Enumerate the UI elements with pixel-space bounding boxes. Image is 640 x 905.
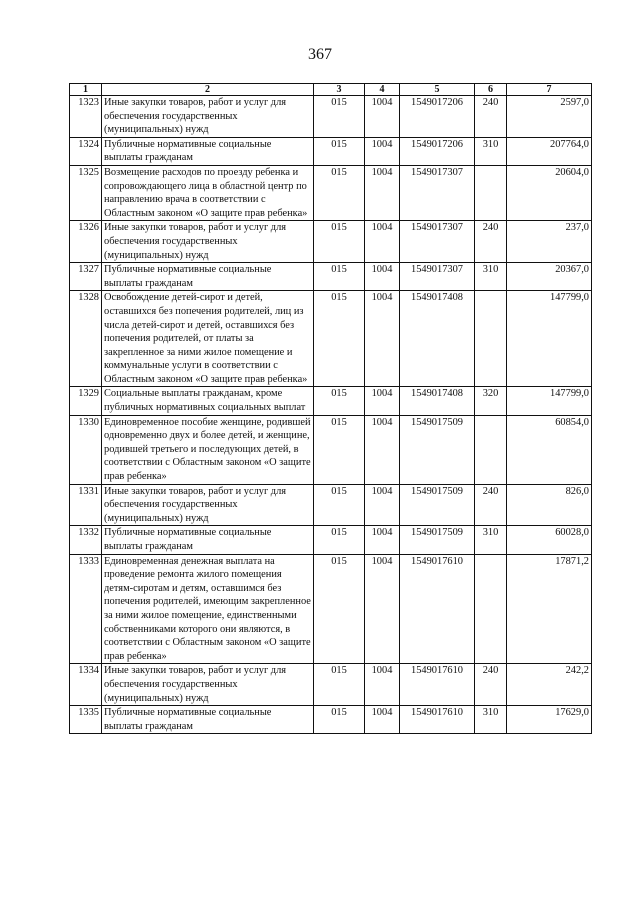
row-amount: 2597,0 [507, 96, 592, 138]
row-amount: 20604,0 [507, 165, 592, 220]
table-row [70, 526, 592, 554]
table-row [70, 484, 592, 526]
row-target-code: 1549017408 [400, 291, 475, 387]
row-target-code: 1549017509 [400, 415, 475, 484]
row-amount: 242,2 [507, 664, 592, 706]
row-amount: 60854,0 [507, 415, 592, 484]
table-row [70, 137, 592, 165]
row-ministry-code: 015 [314, 165, 365, 220]
row-number: 1331 [70, 484, 102, 526]
row-description: Социальные выплаты гражданам, кроме публичных нормативных социальных выплат [102, 387, 314, 415]
col-header: 4 [365, 84, 400, 96]
row-ministry-code: 015 [314, 96, 365, 138]
row-number: 1327 [70, 263, 102, 291]
row-description: Иные закупки товаров, работ и услуг для обеспечения государственных (муниципальных) нужд [102, 664, 314, 706]
row-number: 1325 [70, 165, 102, 220]
row-target-code: 1549017307 [400, 221, 475, 263]
row-number: 1334 [70, 664, 102, 706]
row-amount: 147799,0 [507, 387, 592, 415]
row-expense-type: 240 [475, 484, 507, 526]
row-description: Возмещение расходов по проезду ребенка и сопровождающего лица в областной центр по направлению врача в соответствии с Областным законом «О защите прав ребенка» [102, 165, 314, 220]
row-number: 1330 [70, 415, 102, 484]
row-number: 1329 [70, 387, 102, 415]
row-section-code: 1004 [365, 263, 400, 291]
row-expense-type [475, 415, 507, 484]
row-amount: 826,0 [507, 484, 592, 526]
row-section-code: 1004 [365, 221, 400, 263]
row-expense-type [475, 165, 507, 220]
row-section-code: 1004 [365, 664, 400, 706]
row-target-code: 1549017307 [400, 263, 475, 291]
row-section-code: 1004 [365, 415, 400, 484]
row-amount: 237,0 [507, 221, 592, 263]
row-section-code: 1004 [365, 526, 400, 554]
row-description: Публичные нормативные социальные выплаты гражданам [102, 263, 314, 291]
row-expense-type [475, 291, 507, 387]
row-expense-type: 240 [475, 221, 507, 263]
row-description: Иные закупки товаров, работ и услуг для обеспечения государственных (муниципальных) нужд [102, 96, 314, 138]
table-row [70, 291, 592, 387]
row-expense-type [475, 554, 507, 664]
col-header: 5 [400, 84, 475, 96]
table-row [70, 263, 592, 291]
row-amount: 60028,0 [507, 526, 592, 554]
table-row [70, 415, 592, 484]
row-target-code: 1549017610 [400, 554, 475, 664]
row-amount: 147799,0 [507, 291, 592, 387]
row-description: Иные закупки товаров, работ и услуг для обеспечения государственных (муниципальных) нужд [102, 484, 314, 526]
row-section-code: 1004 [365, 387, 400, 415]
row-number: 1332 [70, 526, 102, 554]
row-description: Публичные нормативные социальные выплаты гражданам [102, 137, 314, 165]
row-target-code: 1549017206 [400, 96, 475, 138]
row-expense-type: 320 [475, 387, 507, 415]
col-header: 1 [70, 84, 102, 96]
row-ministry-code: 015 [314, 263, 365, 291]
col-header: 6 [475, 84, 507, 96]
row-number: 1324 [70, 137, 102, 165]
row-number: 1333 [70, 554, 102, 664]
table-row [70, 387, 592, 415]
row-section-code: 1004 [365, 96, 400, 138]
row-section-code: 1004 [365, 484, 400, 526]
row-description: Публичные нормативные социальные выплаты гражданам [102, 706, 314, 734]
col-header: 2 [102, 84, 314, 96]
row-description: Единовременное пособие женщине, родившей одновременно двух и более детей, и женщине, родившей третьего и последующих детей, в соответствии с Областным законом «О защите прав ребенка» [102, 415, 314, 484]
row-target-code: 1549017307 [400, 165, 475, 220]
row-ministry-code: 015 [314, 526, 365, 554]
row-ministry-code: 015 [314, 554, 365, 664]
row-target-code: 1549017610 [400, 664, 475, 706]
row-ministry-code: 015 [314, 706, 365, 734]
table-row [70, 664, 592, 706]
col-header: 3 [314, 84, 365, 96]
row-number: 1328 [70, 291, 102, 387]
row-amount: 20367,0 [507, 263, 592, 291]
row-target-code: 1549017206 [400, 137, 475, 165]
row-description: Освобождение детей-сирот и детей, оставшихся без попечения родителей, лиц из числа детей-сирот и детей, оставшихся без попечения родителей, от платы за закрепленное за ними жилое помещение и коммунальные услуги в соответствии с Областным законом «О защите прав ребенка» [102, 291, 314, 387]
row-expense-type: 310 [475, 137, 507, 165]
row-section-code: 1004 [365, 706, 400, 734]
row-amount: 207764,0 [507, 137, 592, 165]
budget-table [69, 83, 592, 734]
row-expense-type: 310 [475, 526, 507, 554]
row-section-code: 1004 [365, 291, 400, 387]
row-number: 1323 [70, 96, 102, 138]
row-number: 1335 [70, 706, 102, 734]
table-row [70, 96, 592, 138]
row-description: Единовременная денежная выплата на проведение ремонта жилого помещения детям-сиротам и детям, оставшимся без попечения родителей, имеющим закрепленное за ними жилое помещение, единственными собственниками которого они являются, в соответствии с Областным законом «О защите прав ребенка» [102, 554, 314, 664]
row-amount: 17629,0 [507, 706, 592, 734]
col-header: 7 [507, 84, 592, 96]
row-expense-type: 240 [475, 664, 507, 706]
header-row [70, 84, 592, 96]
row-target-code: 1549017610 [400, 706, 475, 734]
row-ministry-code: 015 [314, 664, 365, 706]
row-ministry-code: 015 [314, 387, 365, 415]
table-row [70, 706, 592, 734]
row-description: Иные закупки товаров, работ и услуг для обеспечения государственных (муниципальных) нужд [102, 221, 314, 263]
row-description: Публичные нормативные социальные выплаты гражданам [102, 526, 314, 554]
table-row [70, 221, 592, 263]
row-section-code: 1004 [365, 137, 400, 165]
page-number: 367 [308, 46, 332, 63]
row-expense-type: 310 [475, 263, 507, 291]
table-row [70, 165, 592, 220]
row-ministry-code: 015 [314, 484, 365, 526]
row-ministry-code: 015 [314, 221, 365, 263]
row-target-code: 1549017408 [400, 387, 475, 415]
row-ministry-code: 015 [314, 291, 365, 387]
row-expense-type: 240 [475, 96, 507, 138]
row-target-code: 1549017509 [400, 526, 475, 554]
row-expense-type: 310 [475, 706, 507, 734]
row-section-code: 1004 [365, 554, 400, 664]
row-ministry-code: 015 [314, 415, 365, 484]
row-target-code: 1549017509 [400, 484, 475, 526]
row-number: 1326 [70, 221, 102, 263]
row-amount: 17871,2 [507, 554, 592, 664]
table-row [70, 554, 592, 664]
row-ministry-code: 015 [314, 137, 365, 165]
row-section-code: 1004 [365, 165, 400, 220]
